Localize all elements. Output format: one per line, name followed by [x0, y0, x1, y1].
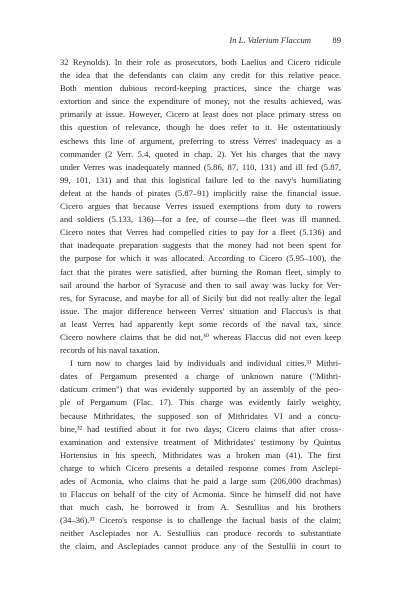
text-line: res, for Syracuse, and maybe for all of Sicily but did not really alter the legal — [60, 292, 341, 303]
text-line: Hortensius in his speech, Mithridates was a broken man (41). The first — [60, 449, 341, 460]
body-text — [60, 56, 341, 554]
text-line: records of his naval taxation. — [60, 345, 160, 356]
text-line: eschews this line of argument, preferring to stress Verres' inadequacy as a — [60, 135, 341, 146]
text-line: the purpose for which it was allocated. According to Cicero (5.95–100), the — [60, 253, 341, 264]
text-line: the idea that the defendants can claim any credit for this relative peace. — [60, 70, 341, 81]
text-line: charge to which Cicero presents a detailed response comes from Asclepi- — [60, 462, 341, 473]
text-line: ple of Pergamum (Flac. 17). This charge was evidently fairly weighty, — [60, 397, 341, 408]
text-line: examination and extensive treatment of Mithridates' testimony by Quintus — [60, 436, 341, 447]
page-number: 89 — [332, 35, 341, 45]
text-line: daticum crimen") that was evidently supported by an assembly of the peo- — [60, 384, 341, 395]
text-line: ades of Acmonia, who claims that he paid a large sum (206,000 drachmas) — [60, 476, 341, 486]
text-line: that inadequate preparation suggests that the money had not been spent for — [60, 240, 341, 251]
text-line: Cicero nowhere claims that he did not,³⁰ whereas Flaccus did not even keep — [60, 331, 341, 342]
text-line: primarily at issue. However, Cicero at least does not place primary stress on — [60, 109, 341, 120]
text-line: extortion and since the expenditure of money, not the results achieved, was — [60, 96, 341, 107]
running-head-title: In L. Valerium Flaccum — [229, 35, 311, 45]
text-line: 99, 101, 131) and that this logistical failure led to the navy's humiliating — [60, 174, 341, 185]
text-line: Cicero argues that because Verres issued exemptions from duty to rowers — [60, 201, 341, 212]
text-line: I turn now to charges laid by individuals and individual cities.³¹ Mithri- — [70, 358, 341, 369]
text-line: commander (2 Verr. 5.4, quoted in chap. 2). Yet his charges that the navy — [60, 148, 341, 159]
text-line: this question of relevance, though he does refer to it. He ostentatiously — [60, 122, 341, 133]
text-line: sail around the harbor of Syracuse and then to sail away was lucky for Ver- — [60, 279, 341, 290]
text-line: and soldiers (5.133, 136)—for a fee, of course—the fleet was ill manned. — [60, 214, 341, 225]
text-line: Both mention dubious record-keeping practices, since the charge was — [60, 83, 341, 94]
text-line: the claim, and Asclepiades cannot produce any of the Sestullii in court to — [60, 541, 341, 552]
text-line: defeat at the hands of pirates (5.87–91) implicitly raise the financial issue. — [60, 187, 341, 198]
text-line: dates of Pergamum presented a charge of unknown nature ("Mithri- — [60, 371, 341, 382]
text-line: that much cash, he borrowed it from A. Sestullius and his brothers — [60, 502, 341, 513]
text-line: fact that the pirates were satisfied, after burning the Roman fleet, simply to — [60, 266, 341, 277]
text-line: 32 Reynolds). In their role as prosecutors, both Laelius and Cicero ridicule — [60, 57, 341, 67]
text-line: at least Verres had apparently kept some records of the naval tax, since — [60, 318, 341, 329]
text-line: issue. The major difference between Verres' situation and Flaccus's is that — [60, 305, 341, 316]
text-line: under Verres was inadequately manned (5.86, 87, 110, 131) and ill fed (5.87, — [60, 161, 341, 172]
text-line: Cicero notes that Verres had compelled cities to pay for a fleet (5.136) and — [60, 227, 341, 238]
text-line: (34–36).³³ Cicero's response is to challenge the factual basis of the claim; — [60, 515, 341, 526]
text-line: to Flaccus on behalf of the city of Acmonia. Since he himself did not have — [60, 489, 341, 500]
text-line: because Mithridates, the supposed son of Mithridates VI and a concu- — [60, 410, 341, 421]
text-line: bine,³² had testified about it for two days; Cicero claims that after cross- — [60, 423, 341, 434]
text-line: neither Asclepiades nor A. Sestullius can produce records to substantiate — [60, 528, 341, 539]
running-head — [60, 33, 341, 47]
